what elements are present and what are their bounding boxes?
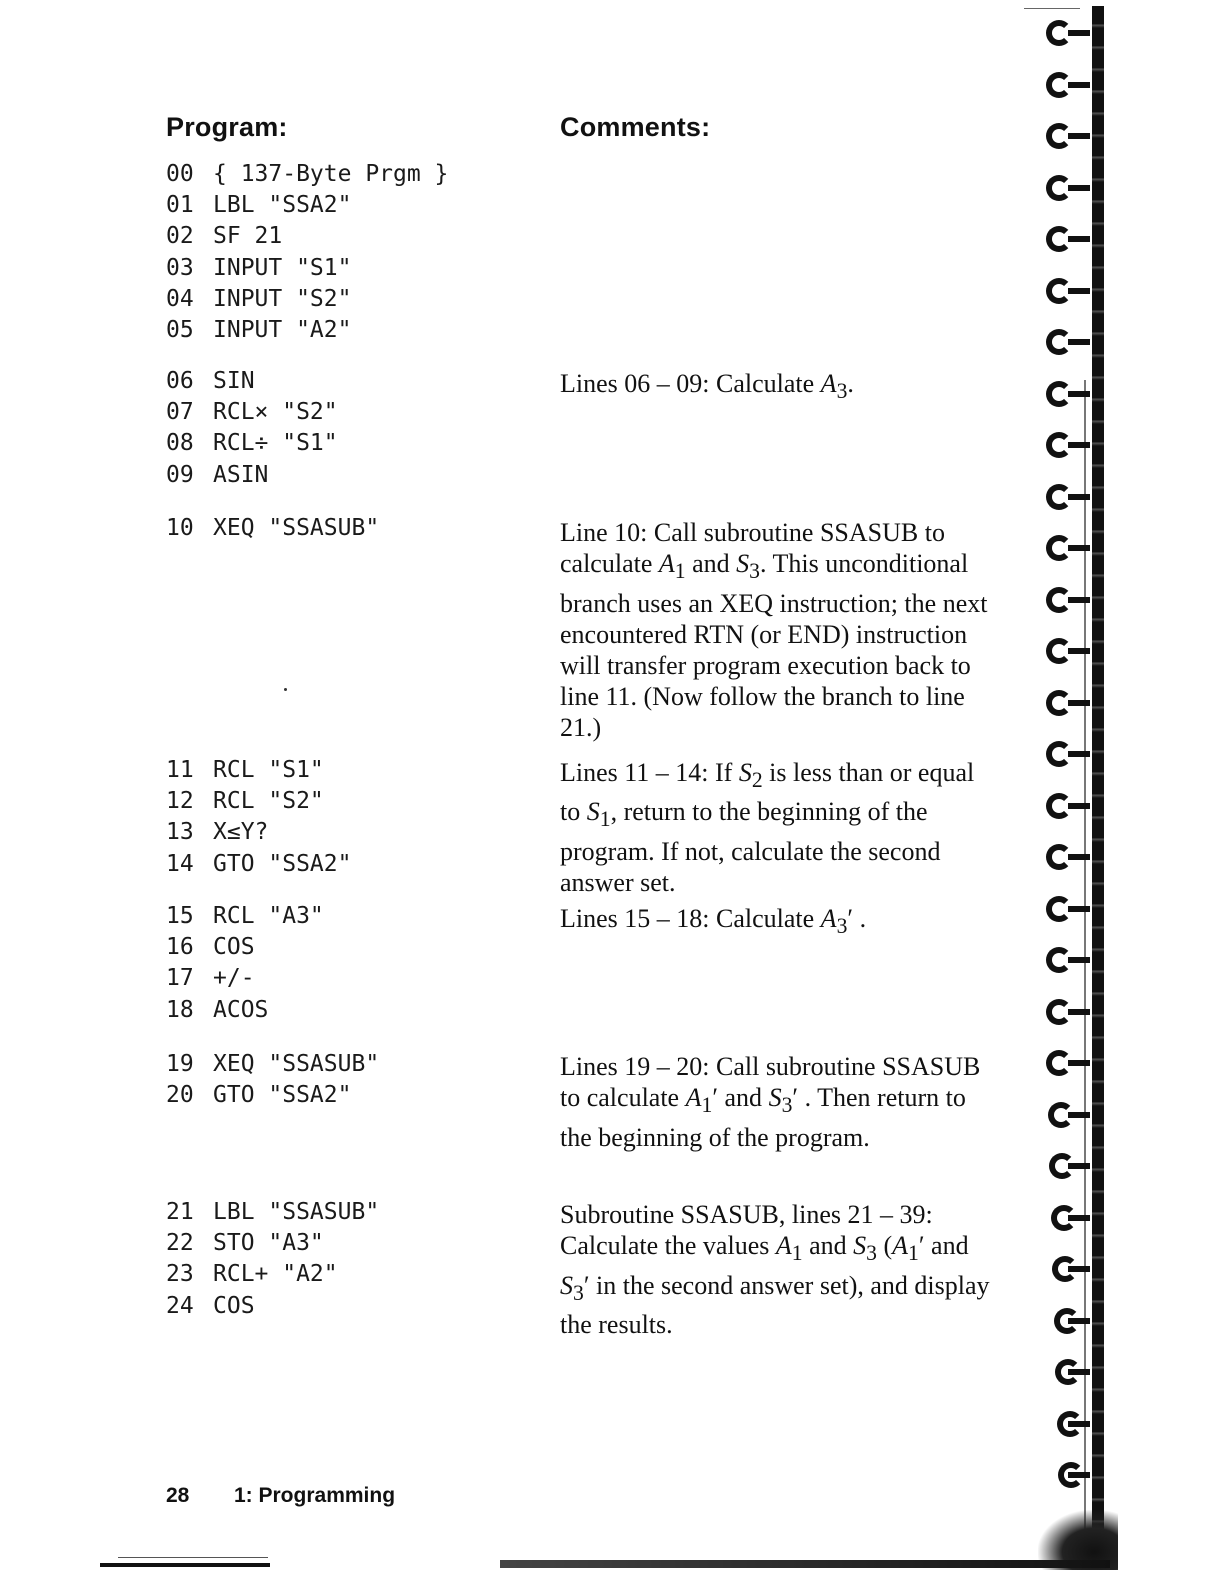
math-subscript: 3 [573, 1280, 584, 1305]
program-line [166, 221, 546, 252]
math-var: S [853, 1231, 867, 1261]
binding-ring-wire [1068, 854, 1090, 860]
binding-ring-wire [1068, 1215, 1090, 1221]
instruction: INPUT "S1" [213, 254, 352, 281]
comment-text: Lines 19 – 20: Call subroutine SSASUB to calculate [560, 1052, 981, 1113]
line-number: 16 [166, 934, 194, 961]
program-line [166, 315, 546, 346]
binding-ring-wire [1068, 597, 1090, 603]
line-number: 03 [166, 254, 194, 281]
binding-ring-wire [1068, 442, 1090, 448]
comment-text: Lines 06 – 09: Calculate [560, 369, 821, 398]
line-number: 04 [166, 285, 194, 312]
instruction: STO "A3" [213, 1230, 324, 1257]
line-number: 17 [166, 965, 194, 992]
line-number: 10 [166, 515, 194, 541]
binding-ring-wire [1068, 1112, 1090, 1118]
binding-ring-wire [1068, 82, 1090, 88]
chapter-title: 1: Programming [234, 1484, 396, 1507]
line-number: 06 [166, 368, 194, 394]
binding-ring-wire [1068, 1266, 1090, 1272]
comment-text: and [802, 1231, 854, 1261]
math-var: A [820, 369, 837, 398]
comment-text: . [847, 369, 854, 398]
math-var: A [892, 1231, 909, 1261]
instruction: COS [213, 934, 255, 961]
math-var: S [560, 1270, 573, 1300]
program-line [166, 190, 546, 221]
line-number: 12 [166, 788, 194, 815]
line-number: 18 [166, 996, 194, 1023]
instruction: { 137-Byte Prgm } [213, 161, 449, 187]
instruction: X≤Y? [213, 819, 269, 846]
math-subscript: 3 [836, 379, 848, 404]
comment-lines-11-14 [560, 757, 1000, 898]
line-number: 14 [166, 850, 194, 877]
binding-ring-wire [1068, 236, 1090, 242]
instruction: INPUT "A2" [213, 316, 352, 343]
binding-ring-wire [1068, 133, 1090, 139]
program-block-15-18 [166, 901, 546, 1026]
instruction: LBL "SSASUB" [213, 1199, 380, 1225]
line-number: 23 [166, 1261, 194, 1288]
math-var: S [738, 758, 752, 787]
program-line [166, 159, 546, 190]
binding-ring-wire [1068, 803, 1090, 809]
math-subscript: 1 [791, 1241, 803, 1266]
binder-spine [1092, 6, 1104, 1556]
program-line [166, 1228, 546, 1259]
instruction: RCL "S2" [213, 788, 324, 815]
bottom-edge-shadow [500, 1560, 1110, 1568]
instruction: COS [213, 1292, 255, 1319]
math-var: A [775, 1231, 792, 1261]
program-line [166, 366, 546, 397]
page-number: 28 [166, 1484, 190, 1507]
binding-ring-wire [1068, 1472, 1090, 1478]
program-line [166, 755, 546, 786]
instruction: +/- [213, 965, 255, 992]
scan-speck [284, 688, 287, 691]
comment-text: Subroutine SSASUB, lines 21 – 39: Calculate the values [560, 1200, 933, 1261]
comment-text: ( [876, 1231, 893, 1261]
program-line [166, 1291, 546, 1322]
binding-ring-wire [1068, 1009, 1090, 1015]
binder-edge-line [1084, 380, 1086, 1530]
instruction: LBL "SSA2" [213, 192, 352, 219]
binding-ring-wire [1068, 648, 1090, 654]
line-number: 24 [166, 1292, 194, 1319]
comment-text: Line 10: Call subroutine SSASUB to calculate [560, 518, 945, 579]
program-line [166, 1259, 546, 1290]
instruction: INPUT "S2" [213, 285, 352, 312]
math-var: A [820, 904, 837, 933]
comment-text: is less than or equal to [560, 758, 975, 827]
program-block-10 [166, 513, 546, 544]
instruction: RCL "S1" [213, 757, 324, 783]
comment-text: ′ . [847, 904, 867, 933]
line-number: 01 [166, 192, 194, 219]
program-line [166, 786, 546, 817]
comment-text: , return to the beginning of the program. If not, calculate the second answer set. [560, 797, 941, 897]
instruction: GTO "SSA2" [213, 1082, 352, 1109]
comment-text: ′ in the second answer set), and display the results. [560, 1270, 990, 1339]
program-line [166, 849, 546, 880]
line-number: 11 [166, 757, 194, 783]
math-subscript: 3 [781, 1093, 793, 1118]
comment-lines-15-18 [560, 903, 1000, 942]
binding-ring-wire [1068, 1163, 1090, 1169]
math-var: S [736, 549, 750, 579]
comment-text: Lines 11 – 14: If [560, 758, 739, 787]
comment-line-10 [560, 517, 1000, 744]
program-block-19-20 [166, 1049, 546, 1111]
instruction: ASIN [213, 461, 269, 488]
program-line [166, 460, 546, 491]
binding-ring-wire [1068, 494, 1090, 500]
math-var: A [685, 1083, 702, 1113]
binding-ring-wire [1068, 391, 1090, 397]
binding-ring-wire [1068, 906, 1090, 912]
comment-text: ′ . Then return to the beginning of the program. [560, 1083, 966, 1152]
binding-ring-wire [1068, 1318, 1090, 1324]
math-subscript: 3 [866, 1241, 877, 1266]
binding-ring-wire [1068, 1060, 1090, 1066]
program-line [166, 428, 546, 459]
instruction: SIN [213, 368, 255, 394]
binding-ring-wire [1068, 700, 1090, 706]
program-line [166, 932, 546, 963]
top-rule [1024, 8, 1080, 9]
line-number: 19 [166, 1051, 194, 1077]
binding-ring-wire [1068, 185, 1090, 191]
program-block-21-24 [166, 1197, 546, 1322]
comment-text: ′ and [918, 1231, 969, 1261]
comment-text: . This unconditional branch uses an XEQ instruction; the next encountered RTN (or END) instruction will transfer program execution back to line 11. (Now follow the branch to line 21.) [560, 549, 988, 743]
comment-text: and [685, 549, 737, 579]
line-number: 07 [166, 399, 194, 426]
line-number: 15 [166, 903, 194, 929]
bottom-edge-line [118, 1557, 268, 1558]
comment-lines-19-20 [560, 1051, 1000, 1153]
math-var: S [586, 797, 600, 827]
program-line [166, 513, 546, 544]
math-var: S [768, 1083, 782, 1113]
binding-ring-wire [1068, 30, 1090, 36]
program-block-11-14 [166, 755, 546, 880]
binding-ring-wire [1068, 545, 1090, 551]
line-number: 13 [166, 819, 194, 846]
line-number: 09 [166, 461, 194, 488]
math-var: A [658, 549, 675, 579]
binding-ring-wire [1068, 339, 1090, 345]
comment-text: ′ and [712, 1083, 769, 1113]
math-subscript: 2 [751, 768, 763, 793]
instruction: SF 21 [213, 223, 283, 250]
math-subscript: 1 [599, 807, 611, 832]
program-line [166, 901, 546, 932]
binding-ring-wire [1068, 751, 1090, 757]
line-number: 08 [166, 430, 194, 457]
comment-subroutine-ssasub [560, 1199, 1000, 1340]
program-block-00-05 [166, 159, 546, 346]
binding-ring-wire [1068, 957, 1090, 963]
program-line [166, 1049, 546, 1080]
instruction: ACOS [213, 996, 269, 1023]
binding-ring-wire [1068, 1421, 1090, 1427]
program-line [166, 1080, 546, 1111]
line-number: 21 [166, 1199, 194, 1225]
math-subscript: 1 [908, 1241, 919, 1266]
math-subscript: 3 [836, 914, 848, 939]
binding-ring-wire [1068, 1369, 1090, 1375]
line-number: 20 [166, 1082, 194, 1109]
program-line [166, 397, 546, 428]
program-block-06-09 [166, 366, 546, 491]
program-line [166, 963, 546, 994]
program-line [166, 253, 546, 284]
bottom-edge-line [100, 1563, 270, 1567]
line-number: 00 [166, 161, 194, 187]
binding-ring-wire [1068, 288, 1090, 294]
line-number: 02 [166, 223, 194, 250]
instruction: RCL "A3" [213, 903, 324, 929]
line-number: 22 [166, 1230, 194, 1257]
instruction: RCL÷ "S1" [213, 430, 338, 457]
comments-header: Comments: [560, 112, 711, 142]
instruction: XEQ "SSASUB" [213, 1051, 380, 1077]
instruction: RCL+ "A2" [213, 1261, 338, 1288]
instruction: XEQ "SSASUB" [213, 515, 380, 541]
program-header: Program: [166, 112, 288, 142]
program-line [166, 995, 546, 1026]
instruction: RCL× "S2" [213, 399, 338, 426]
line-number: 05 [166, 316, 194, 343]
program-line [166, 817, 546, 848]
comment-text: Lines 15 – 18: Calculate [560, 904, 821, 933]
program-line [166, 284, 546, 315]
math-subscript: 1 [701, 1093, 713, 1118]
math-subscript: 1 [674, 559, 686, 584]
program-line [166, 1197, 546, 1228]
comment-lines-06-09 [560, 368, 1000, 407]
math-subscript: 3 [749, 559, 760, 584]
instruction: GTO "SSA2" [213, 850, 352, 877]
